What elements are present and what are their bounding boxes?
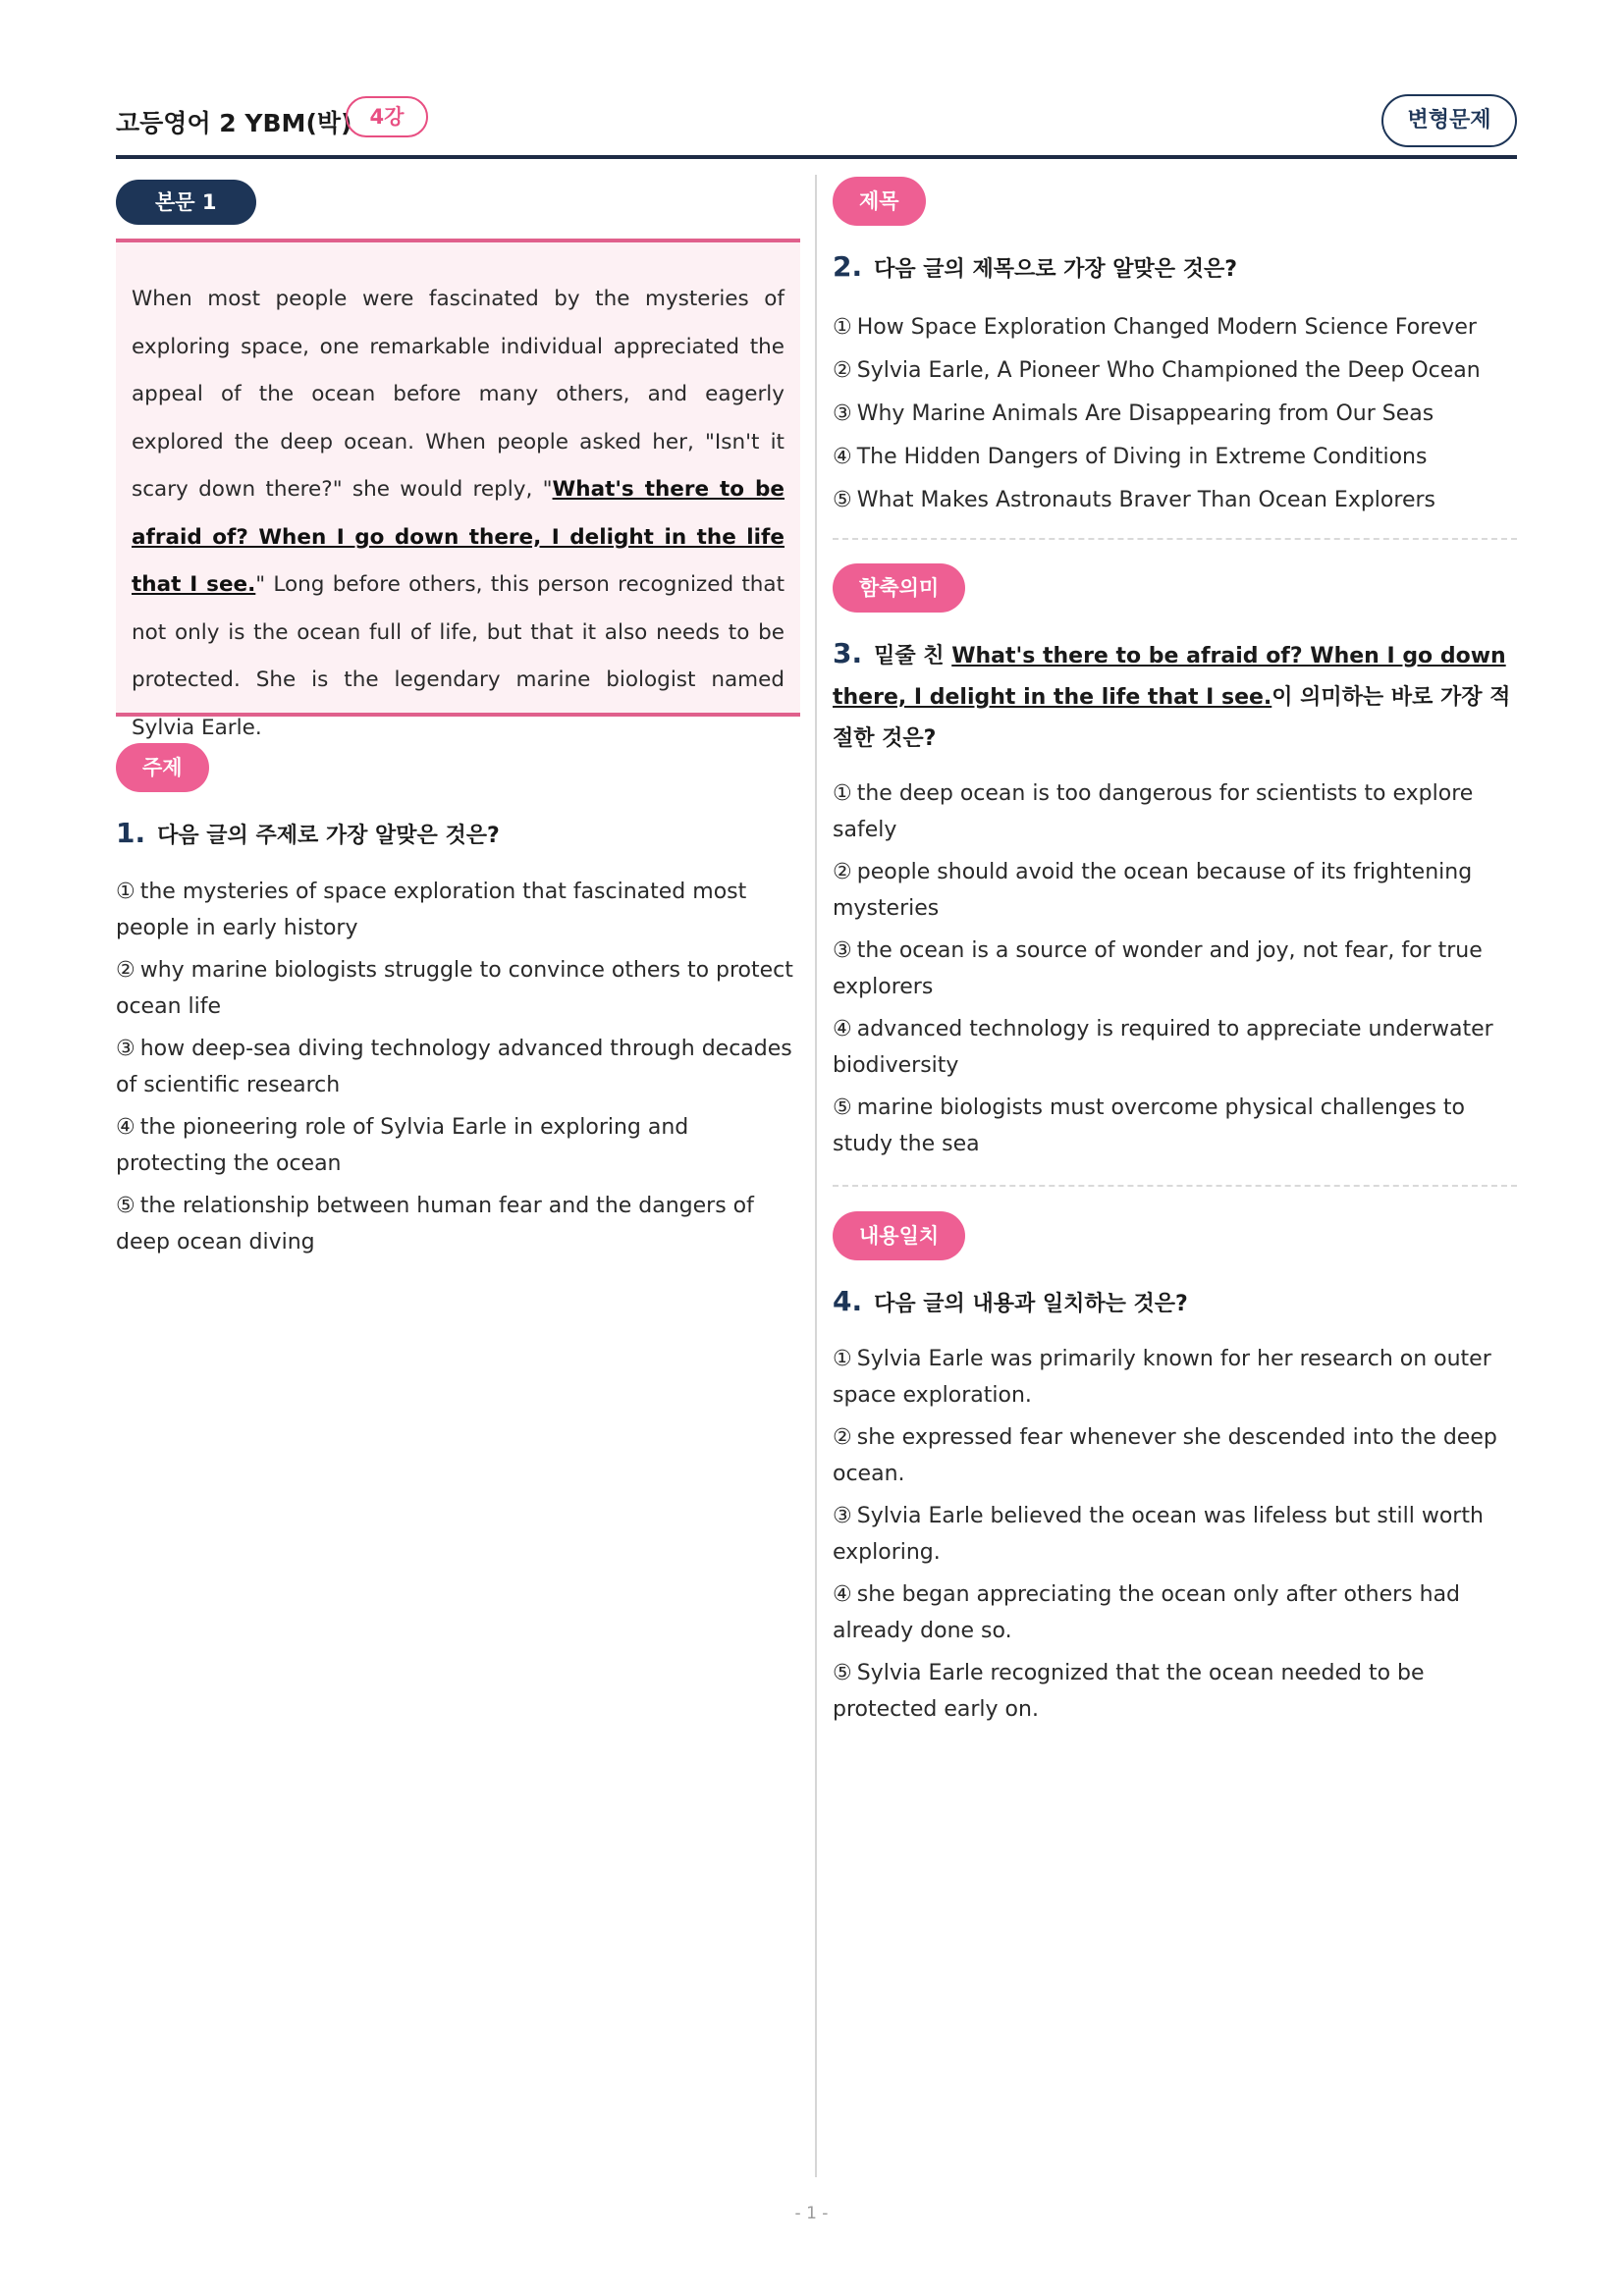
q4-option-3[interactable]: ③ Sylvia Earle believed the ocean was lifeless but still worth exploring. — [833, 1504, 1484, 1565]
page-title: 고등영어 2 YBM(박) — [116, 109, 352, 137]
q1-question — [116, 813, 803, 857]
q1-question-text: 다음 글의 주제로 가장 알맞은 것은? — [157, 824, 500, 848]
column-divider — [815, 175, 817, 2177]
q3-question-suffix: 이 의미하는 바로 가장 적절한 것은? — [833, 685, 1511, 751]
q4-option-4[interactable]: ④ she began appreciating the ocean only after others had already done so. — [833, 1582, 1461, 1643]
q3-tag: 함축의미 — [833, 563, 965, 613]
q1-number: 1. — [116, 817, 146, 849]
q4-option-2[interactable]: ② she expressed fear whenever she descended into the deep ocean. — [833, 1425, 1497, 1486]
q2-tag: 제목 — [833, 177, 926, 226]
q4-tag: 내용일치 — [833, 1211, 965, 1260]
q1-option-4[interactable]: ④ the pioneering role of Sylvia Earle in exploring and protecting the ocean — [116, 1115, 689, 1176]
q3-number: 3. — [833, 637, 863, 669]
q3-question-prefix: 밑줄 친 — [874, 644, 952, 668]
q3-underlined-quote: What's there to be afraid of? When I go down there, I delight in the life that I see. — [833, 644, 1506, 710]
section-separator — [833, 538, 1517, 540]
header-divider — [116, 155, 1517, 159]
q3-option-1[interactable]: ① the deep ocean is too dangerous for scientists to explore safely — [833, 781, 1474, 842]
q1-option-2[interactable]: ② why marine biologists struggle to convince others to protect ocean life — [116, 958, 793, 1019]
q2-option-2[interactable]: ② Sylvia Earle, A Pioneer Who Championed the Deep Ocean — [833, 358, 1481, 383]
q2-number: 2. — [833, 250, 863, 283]
q4-option-5[interactable]: ⑤ Sylvia Earle recognized that the ocean needed to be protected early on. — [833, 1661, 1425, 1722]
q3-option-4[interactable]: ④ advanced technology is required to appreciate underwater biodiversity — [833, 1017, 1493, 1078]
q3-option-2[interactable]: ② people should avoid the ocean because of its frightening mysteries — [833, 860, 1473, 921]
q2-options — [833, 306, 1517, 522]
q2-question — [833, 246, 1517, 291]
section-separator — [833, 1185, 1517, 1187]
q4-question-text: 다음 글의 내용과 일치하는 것은? — [874, 1292, 1188, 1316]
passage-text-before: When most people were fascinated by the mysteries of exploring space, one remarkable individual appreciated the appeal of the ocean before many others, and eagerly explored the deep ocean. When people asked her, "Isn't it scary down there?" she would reply, " — [132, 287, 784, 502]
q2-option-1[interactable]: ① How Space Exploration Changed Modern Science Forever — [833, 315, 1477, 340]
q1-options — [116, 874, 803, 1260]
q4-option-1[interactable]: ① Sylvia Earle was primarily known for her research on outer space exploration. — [833, 1347, 1491, 1408]
q2-option-3[interactable]: ③ Why Marine Animals Are Disappearing from Our Seas — [833, 401, 1434, 426]
q3-option-5[interactable]: ⑤ marine biologists must overcome physical challenges to study the sea — [833, 1095, 1465, 1156]
passage-box — [116, 239, 800, 740]
q3-option-3[interactable]: ③ the ocean is a source of wonder and joy, not fear, for true explorers — [833, 938, 1483, 999]
page-number: - 1 - — [794, 2204, 829, 2223]
passage-text-after: " Long before others, this person recognized that not only is the ocean full of life, but that it also needs to be protected. She is the legendary marine biologist named Sylvia Earle. — [132, 572, 784, 740]
q2-option-5[interactable]: ⑤ What Makes Astronauts Braver Than Ocean Explorers — [833, 488, 1435, 512]
worksheet-type-badge: 변형문제 — [1381, 94, 1517, 147]
q2-question-text: 다음 글의 제목으로 가장 알맞은 것은? — [874, 257, 1237, 282]
passage-text — [132, 276, 784, 752]
lesson-badge: 4강 — [346, 96, 428, 137]
passage-underlined-quote: What's there to be afraid of? When I go down there, I delight in the life that I see. — [132, 477, 784, 597]
q2-option-4[interactable]: ④ The Hidden Dangers of Diving in Extreme Conditions — [833, 445, 1428, 469]
q4-question — [833, 1281, 1517, 1325]
q4-options — [833, 1341, 1517, 1728]
q1-option-1[interactable]: ① the mysteries of space exploration that fascinated most people in early history — [116, 880, 747, 940]
q1-option-3[interactable]: ③ how deep-sea diving technology advanced through decades of scientific research — [116, 1037, 792, 1097]
passage-tag: 본문 1 — [116, 180, 256, 225]
q3-options — [833, 775, 1517, 1162]
q1-tag: 주제 — [116, 743, 209, 792]
page-header — [116, 94, 1517, 155]
q1-option-5[interactable]: ⑤ the relationship between human fear and the dangers of deep ocean diving — [116, 1194, 754, 1255]
q3-question — [833, 633, 1517, 760]
q4-number: 4. — [833, 1285, 863, 1317]
